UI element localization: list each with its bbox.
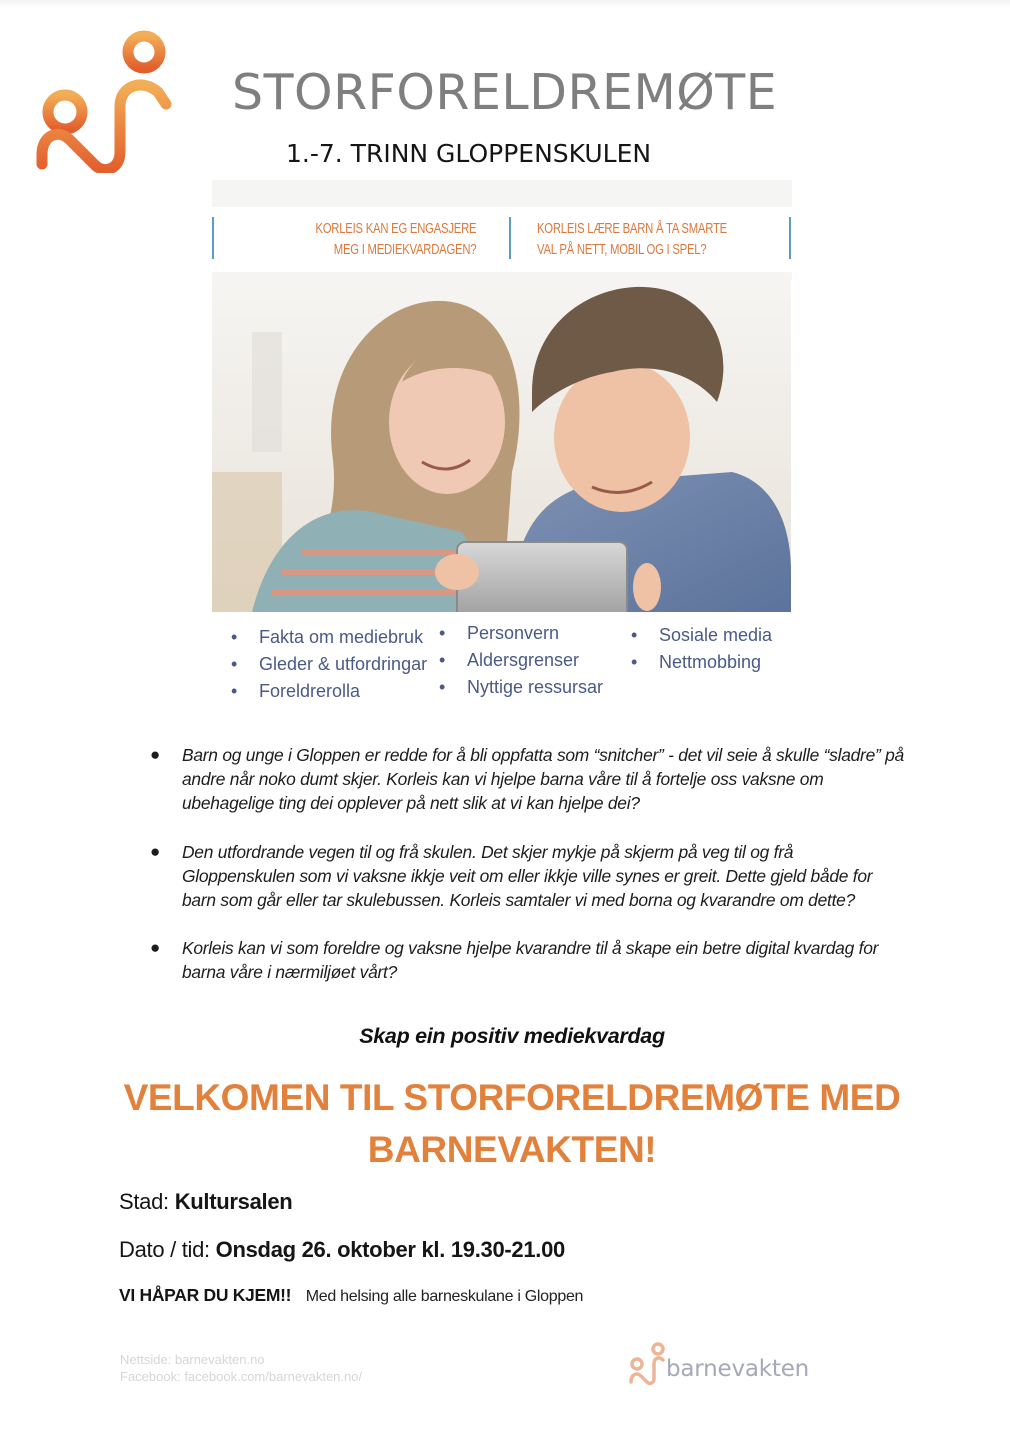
- topic-item: • Fakta om mediebruk: [227, 624, 427, 651]
- banner-divider: [509, 217, 511, 259]
- page-title: STORFORELDREMØTE: [232, 64, 778, 121]
- questions-banner: [212, 180, 792, 280]
- question-right-line: VAL PÅ NETT, MOBIL OG I SPEL?: [537, 242, 707, 258]
- facebook-link[interactable]: Facebook: facebook.com/barnevakten.no/: [120, 1369, 363, 1384]
- barnevakten-logo-icon: [30, 28, 180, 173]
- discussion-text: Den utfordrande vegen til og frå skulen. Det skjer mykje på skjerm på veg til og frå Gloppenskulen som vi vaksne ikkje veit om eller ikkje ville synes er greit. Dette gjeld både for barn som går eller tar skulebussen. Korleis samtaler vi med borna og kvarandre om dette?: [182, 842, 873, 910]
- topic-item: • Foreldrerolla: [227, 678, 427, 705]
- question-left-line: MEG I MEDIEKVARDAGEN?: [333, 242, 476, 258]
- topic-item: • Nyttige ressursar: [435, 674, 603, 701]
- topics-column-1: [227, 624, 427, 705]
- place-label: Stad:: [119, 1189, 169, 1214]
- topics-column-3: [627, 622, 772, 676]
- bullet-icon: ●: [150, 745, 161, 764]
- topic-item: [227, 651, 427, 678]
- closing-line: [119, 1285, 583, 1306]
- website-link[interactable]: Nettside: barnevakten.no: [120, 1352, 265, 1367]
- greeting-text: Med helsing alle barneskulane i Gloppen: [305, 1288, 584, 1305]
- welcome-line: VELKOMEN TIL STORFORELDREMØTE MED: [123, 1077, 901, 1118]
- topic-item: • Sosiale media: [627, 622, 772, 649]
- slogan: Skap ein positiv mediekvardag: [359, 1024, 665, 1048]
- date-label: Dato / tid:: [119, 1237, 210, 1262]
- page-subtitle: 1.-7. TRINN GLOPPENSKULEN: [286, 139, 652, 168]
- welcome-line: BARNEVAKTEN!: [367, 1129, 657, 1170]
- topic-item: • Nettmobbing: [627, 649, 772, 676]
- hope-text: VI HÅPAR DU KJEM!!: [119, 1285, 292, 1305]
- place-value: Kultursalen: [174, 1189, 293, 1214]
- question-left-line: KORLEIS KAN EG ENGASJERE: [315, 221, 476, 237]
- topic-text: Gleder & utfordringar: [259, 654, 428, 674]
- barnevakten-small-logo-icon: [628, 1340, 668, 1386]
- question-right: [537, 219, 727, 261]
- topic-item: • Personvern: [435, 620, 603, 647]
- footer-contact: [120, 1351, 362, 1385]
- discussion-text: Barn og unge i Gloppen er redde for å bli oppfatta som “snitcher” - det vil seie å skulle “sladre” på andre når noko dumt skjer. Korleis kan vi hjelpe barna våre til å fortelje oss vaksne om ubehagelige ting dei opplever på nett slik at vi kan hjelpe dei?: [182, 745, 904, 813]
- date-value: Onsdag 26. oktober kl. 19.30-21.00: [215, 1237, 565, 1262]
- bullet-icon: ●: [150, 938, 161, 957]
- welcome-heading: [0, 1072, 1010, 1176]
- footer-brand: [628, 1340, 828, 1388]
- topic-item: • Aldersgrenser: [435, 647, 603, 674]
- top-band: [0, 0, 1010, 8]
- bullet-icon: ●: [150, 842, 161, 861]
- brand-name: barnevakten: [666, 1356, 810, 1382]
- place-info: [119, 1189, 292, 1215]
- banner-divider: [212, 217, 214, 259]
- discussion-text: Korleis kan vi som foreldre og vaksne hjelpe kvarandre til å skape ein betre digital kvardag for barna våre i nærmiljøet vårt?: [182, 938, 879, 982]
- children-with-tablet-photo: [212, 272, 791, 612]
- topics-column-2: [435, 620, 603, 701]
- banner-divider: [789, 217, 791, 259]
- date-info: [119, 1237, 565, 1263]
- question-left: [315, 219, 476, 261]
- question-right-line: KORLEIS LÆRE BARN Å TA SMARTE: [537, 221, 727, 237]
